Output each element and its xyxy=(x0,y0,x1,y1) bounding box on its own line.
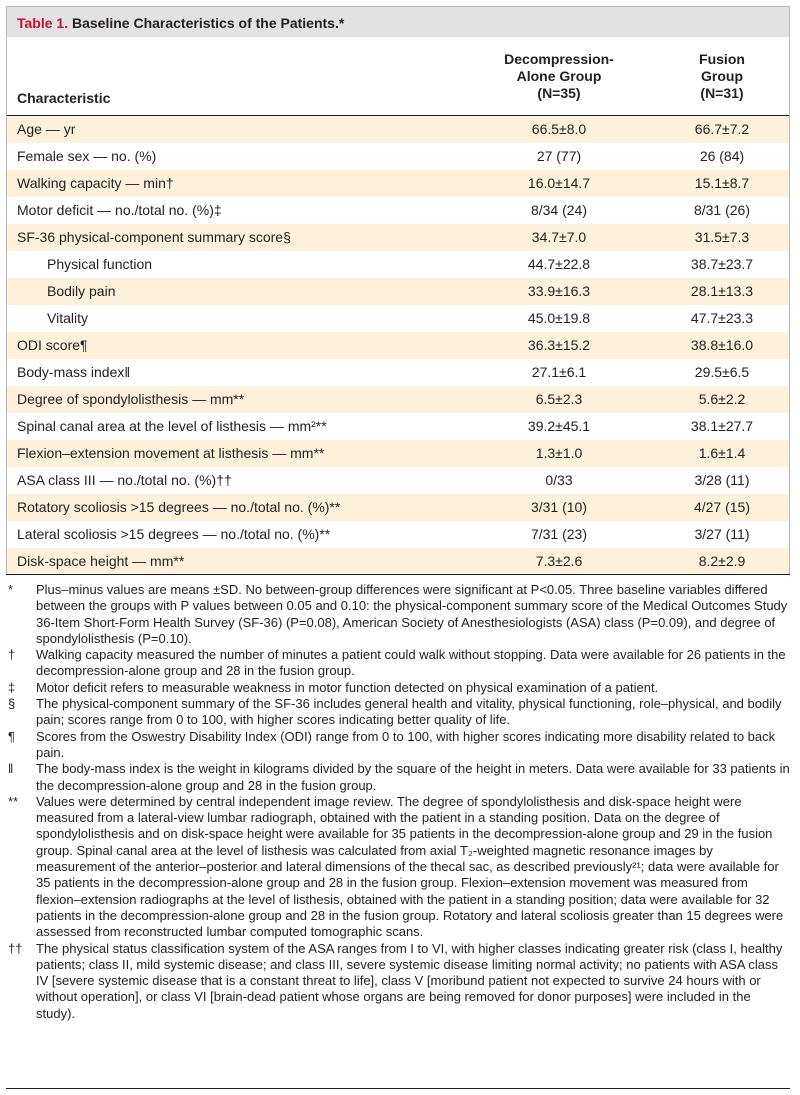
table-row xyxy=(7,224,789,251)
decompression-value: 66.5±8.0 xyxy=(531,121,587,137)
footnote xyxy=(6,647,790,680)
column-header-characteristic: Characteristic xyxy=(17,90,111,106)
footnote-mark: ** xyxy=(8,793,19,809)
row-label: Degree of spondylolisthesis — mm** xyxy=(17,391,245,407)
decompression-value: 0/33 xyxy=(545,472,573,488)
footnote-text: Walking capacity measured the number of minutes a patient could walk without stopping. Data were available for 26 patients in the decompression-alone group and 28 in the fusion group. xyxy=(36,647,786,679)
table-row xyxy=(7,467,789,494)
decompression-value: 1.3±1.0 xyxy=(535,445,583,461)
decompression-value: 45.0±19.8 xyxy=(527,310,591,326)
table-row xyxy=(7,197,789,224)
decompression-value: 3/31 (10) xyxy=(530,499,588,515)
fusion-value: 8.2±2.9 xyxy=(698,553,746,569)
table-row xyxy=(7,359,789,386)
row-label: Female sex — no. (%) xyxy=(17,148,157,164)
decompression-value: 7/31 (23) xyxy=(530,526,588,542)
footnote xyxy=(6,794,790,941)
table-footnotes xyxy=(6,582,790,1022)
footnote xyxy=(6,941,790,1022)
row-label: ASA class III — no./total no. (%)†† xyxy=(17,472,232,488)
fusion-value: 29.5±6.5 xyxy=(694,364,750,380)
table-row xyxy=(7,170,789,197)
footnote-text: Plus–minus values are means ±SD. No between-group differences were significant at P<0.05. Three baseline variables differed between the groups with P values between 0.05 and 0.10: the physical-component summary score of the Medical Outcomes Study 36-Item Short-Form Health Survey (SF-36) (P=0.08), American Society of Anesthesiologists (ASA) class (P=0.09), and degree of spondylolisthesis (P=0.10). xyxy=(36,582,788,646)
footnote-text: Scores from the Oswestry Disability Index (ODI) range from 0 to 100, with higher scores indicating more disability related to back pain. xyxy=(36,728,776,760)
footnote xyxy=(6,582,790,647)
table-caption: Baseline Characteristics of the Patients.* xyxy=(71,15,345,31)
fusion-value: 1.6±1.4 xyxy=(698,445,746,461)
footnote-text: Values were determined by central independent image review. The degree of spondylolisthesis and disk-space height were measured from a lateral-view lumbar radiograph, obtained with the patient in a standing position. Data on the degree of spondylolisthesis and on disk-space height were available for 35 patients in the decompression-alone group and 29 in the fusion group. Spinal canal area at the level of listhesis was calculated from axial T₂-weighted magnetic resonance images by measurement of the anterior–posterior and lateral dimensions of the thecal sac, as described previously²¹; data were available for 35 patients in the decompression-alone group and 28 in the fusion group. Flexion–extension movement was measured from flexion–extension radiographs at the level of listhesis, obtained with the patient in a standing position; data were available for 32 patients in the decompression-alone group and 28 in the fusion group. Rotatory and lateral scoliosis greater than 15 degrees were assessed from reconstructed lumbar computed tomographic scans. xyxy=(36,793,784,940)
fusion-value: 3/27 (11) xyxy=(694,526,750,542)
footnote-text: The body-mass index is the weight in kilograms divided by the square of the height in meters. Data were available for 33 patients in the decompression-alone group and 28 in the fusion group. xyxy=(36,761,790,793)
decompression-value: 34.7±7.0 xyxy=(531,229,587,245)
table-row xyxy=(7,440,789,467)
decompression-value: 33.9±16.3 xyxy=(527,283,591,299)
footnote-text: Motor deficit refers to measurable weakness in motor function detected on physical examination of a patient. xyxy=(36,679,659,695)
column-header-decompression: Decompression- Alone Group (N=35) xyxy=(504,51,614,101)
fusion-value: 5.6±2.2 xyxy=(698,391,746,407)
footnote-mark: § xyxy=(8,696,16,712)
row-label: Body-mass index‖ xyxy=(17,364,131,380)
fusion-value: 66.7±7.2 xyxy=(694,121,750,137)
row-label: SF-36 physical-component summary score§ xyxy=(17,229,291,245)
table-body xyxy=(7,116,789,575)
decompression-value: 39.2±45.1 xyxy=(527,418,591,434)
row-label: Lateral scoliosis >15 degrees — no./total no. (%)** xyxy=(17,526,331,542)
footnote-text: The physical-component summary of the SF-36 includes general health and vitality, physical functioning, role–physical, and bodily pain; scores range from 0 to 100, with higher scores indicating better quality of life. xyxy=(36,696,782,728)
row-label: Rotatory scoliosis >15 degrees — no./total no. (%)** xyxy=(17,499,341,515)
footnote-mark: †† xyxy=(8,940,23,956)
decompression-value: 27.1±6.1 xyxy=(531,364,587,380)
fusion-value: 47.7±23.3 xyxy=(690,310,754,326)
fusion-value: 3/28 (11) xyxy=(694,472,750,488)
fusion-value: 15.1±8.7 xyxy=(694,175,750,191)
fusion-value: 26 (84) xyxy=(699,148,745,164)
footnote-mark: ‖ xyxy=(8,761,14,777)
fusion-value: 31.5±7.3 xyxy=(694,229,750,245)
table-row xyxy=(7,305,789,332)
footnote xyxy=(6,729,790,762)
row-label: Bodily pain xyxy=(47,283,116,299)
table-number: Table 1. xyxy=(17,15,69,31)
table-row xyxy=(7,116,789,143)
row-label: Flexion–extension movement at listhesis — mm** xyxy=(17,445,325,461)
table-row xyxy=(7,521,789,548)
fusion-value: 38.8±16.0 xyxy=(690,337,754,353)
footnote-mark: ¶ xyxy=(8,728,15,744)
page-bottom-rule xyxy=(6,1088,790,1089)
table-header xyxy=(7,37,789,116)
decompression-value: 16.0±14.7 xyxy=(527,175,591,191)
footnote xyxy=(6,680,790,696)
table-row xyxy=(7,143,789,170)
fusion-value: 4/27 (15) xyxy=(693,499,751,515)
table-row xyxy=(7,278,789,305)
table-row xyxy=(7,332,789,359)
footnote-text: The physical status classification system of the ASA ranges from I to VI, with higher classes indicating greater risk (class I, healthy patients; class II, mild systemic disease; and class III, severe systemic disease limiting normal activity; no patients with ASA class IV [severe systemic disease that is a constant threat to life], class V [moribund patient not expected to survive 24 hours with or without operation], or class VI [brain-dead patient whose organs are being removed for donor purposes] were included in the study). xyxy=(36,940,783,1021)
row-label: Walking capacity — min† xyxy=(17,175,174,191)
footnote xyxy=(6,696,790,729)
fusion-value: 28.1±13.3 xyxy=(690,283,754,299)
footnote xyxy=(6,761,790,794)
table-row xyxy=(7,494,789,521)
fusion-value: 38.1±27.7 xyxy=(690,418,754,434)
decompression-value: 27 (77) xyxy=(536,148,582,164)
column-header-fusion: Fusion Group (N=31) xyxy=(699,51,745,101)
fusion-value: 38.7±23.7 xyxy=(690,256,754,272)
table-title xyxy=(7,7,789,37)
decompression-value: 7.3±2.6 xyxy=(535,553,583,569)
decompression-value: 44.7±22.8 xyxy=(527,256,591,272)
table-row xyxy=(7,386,789,413)
row-label: Physical function xyxy=(47,256,153,272)
table-row xyxy=(7,251,789,278)
fusion-value: 8/31 (26) xyxy=(693,202,751,218)
decompression-value: 6.5±2.3 xyxy=(535,391,583,407)
decompression-value: 8/34 (24) xyxy=(530,202,588,218)
row-label: ODI score¶ xyxy=(17,337,88,353)
row-label: Age — yr xyxy=(17,121,76,137)
footnote-mark: † xyxy=(8,647,16,663)
table-frame xyxy=(6,6,790,574)
table-row xyxy=(7,548,789,575)
row-label: Spinal canal area at the level of listhesis — mm²** xyxy=(17,418,327,434)
decompression-value: 36.3±15.2 xyxy=(527,337,591,353)
row-label: Disk-space height — mm** xyxy=(17,553,185,569)
row-label: Vitality xyxy=(47,310,88,326)
footnote-mark: ‡ xyxy=(8,679,16,695)
table-row xyxy=(7,413,789,440)
row-label: Motor deficit — no./total no. (%)‡ xyxy=(17,202,222,218)
table-bottom-rule xyxy=(6,574,790,575)
footnote-mark: * xyxy=(8,582,14,597)
